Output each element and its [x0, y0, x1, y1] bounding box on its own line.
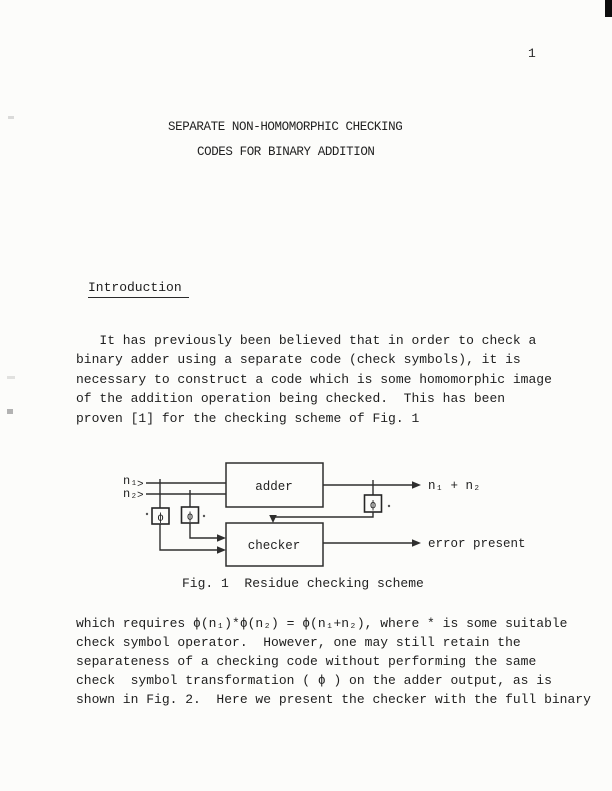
arrowhead-phi1-input [217, 546, 226, 554]
input-n2-arrow-glyph: > [137, 490, 144, 502]
figure-1-caption: Fig. 1 Residue checking scheme [182, 576, 424, 591]
arrowhead-error-output [412, 539, 421, 547]
adder-label: adder [255, 480, 293, 494]
scan-dot-1 [146, 513, 148, 515]
phi-box-2-label: ϕ [186, 511, 194, 524]
sum-output-label: n₁ + n₂ [428, 479, 481, 493]
wire-phi1-to-checker [160, 524, 218, 550]
wire-phi2-to-checker [190, 523, 218, 538]
arrowhead-phi2-input [217, 534, 226, 542]
checker-label: checker [247, 539, 301, 553]
paragraph-1-line: It has previously been believed that in order to check a [76, 333, 537, 348]
phi-box-3-label: ϕ [369, 500, 377, 512]
input-n1-label: n₁ [123, 474, 138, 488]
scan-artifact-margin-2 [7, 376, 15, 379]
input-n2-label: n₂ [123, 487, 138, 501]
phi-box-1-label: ϕ [157, 512, 164, 525]
paragraph-2-line: check symbol operator. However, one may still retain the [76, 635, 521, 650]
paragraph-1-line: necessary to construct a code which is some homomorphic image [76, 371, 552, 387]
scan-artifact-margin-3 [7, 409, 13, 414]
paragraph-1-line: of the addition operation being checked. This has been [76, 391, 506, 407]
paragraph-2-line: which requires ϕ(n₁)*ϕ(n₂) = ϕ(n₁+n₂), where * is some suitable [76, 616, 568, 631]
page-number: 1 [528, 46, 536, 61]
paragraph-2 [76, 614, 591, 709]
section-heading-introduction: Introduction [88, 280, 189, 298]
input-n1-arrow-glyph: > [137, 479, 144, 491]
scan-dot-3 [388, 505, 390, 507]
wire-phi3-to-checker [273, 512, 373, 519]
arrowhead-sum-output [412, 481, 421, 489]
paper-title-line-1: SEPARATE NON-HOMOMORPHIC CHECKING [168, 120, 403, 134]
scan-artifact-margin-1 [8, 116, 14, 119]
paragraph-1-line: binary adder using a separate code (check symbols), it is [76, 352, 521, 368]
scan-dot-2 [203, 515, 205, 517]
arrowhead-phi3-input [269, 515, 277, 523]
paragraph-2-line: shown in Fig. 2. Here we present the checker with the full binary [76, 692, 591, 707]
paragraph-1 [76, 331, 552, 428]
figure-1-diagram [90, 455, 545, 575]
paragraph-1-line: proven [1] for the checking scheme of Fig. 1 [76, 410, 420, 426]
error-output-label: error present [428, 537, 526, 551]
scan-artifact-corner [605, 0, 612, 17]
paragraph-2-line: separateness of a checking code without performing the same [76, 654, 537, 669]
paper-title-line-2: CODES FOR BINARY ADDITION [197, 145, 375, 159]
paragraph-2-line: check symbol transformation ( ϕ ) on the adder output, as is [76, 673, 552, 688]
